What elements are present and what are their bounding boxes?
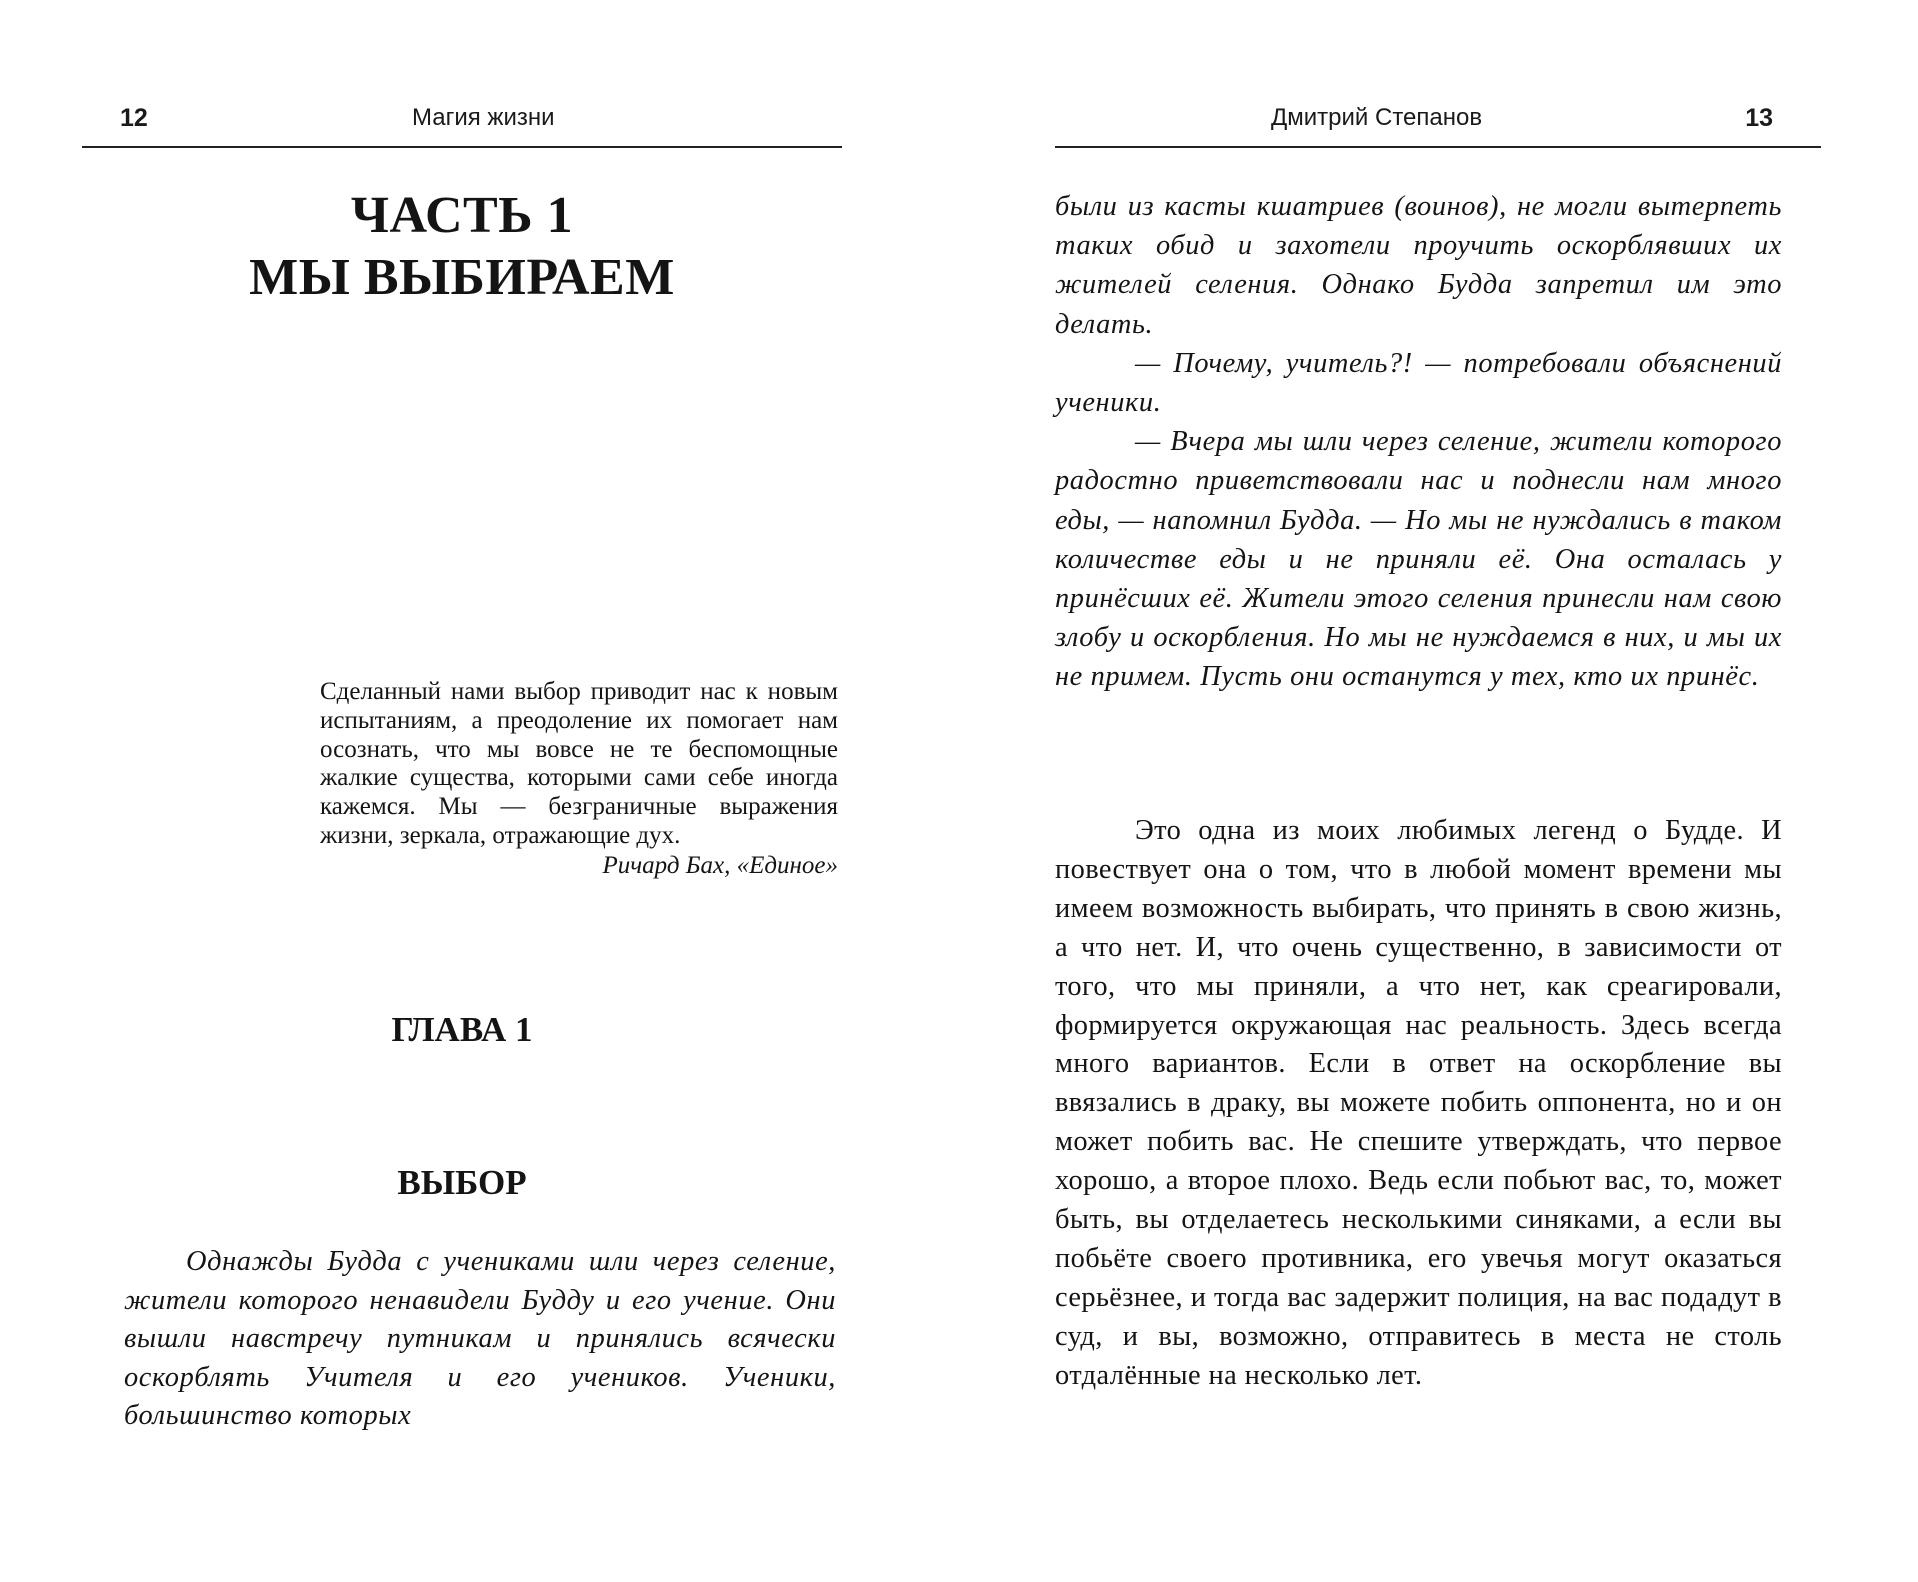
legend-dialogue-question: — Почему, учитель?! — потребовали объяснений ученики. xyxy=(1055,347,1782,419)
legend-continuation xyxy=(1055,187,1782,697)
page-number: 13 xyxy=(1745,104,1773,132)
chapter-title: ГЛАВА 1 xyxy=(391,1010,533,1049)
epigraph-text: Сделанный нами выбор приводит нас к новым испытаниям, а преодоление их помогает нам осознать, что мы вовсе не те беспомощные жалкие существа, которыми сами себе иногда кажемся. Мы — безграничные выражения жизни, зеркала, отражающие дух. xyxy=(320,678,838,849)
header-rule xyxy=(82,146,842,148)
running-title: Дмитрий Степанов xyxy=(1271,104,1483,131)
legend-paragraph: Однажды Будда с учениками шли через селение, жители которого ненавидели Будду и его учение. Они вышли навстречу путникам и принялись всячески оскорблять Учителя и его учеников. Ученики, большинство которых xyxy=(124,1246,836,1432)
part-title xyxy=(82,185,842,309)
body-text xyxy=(1055,812,1782,1396)
legend-paragraph: были из касты кшатриев (воинов), не могли вытерпеть таких обид и захотели проучить оскорблявших их жителей селения. Однако Будда запретил им это делать. xyxy=(1055,191,1782,340)
running-header xyxy=(1055,104,1821,144)
body-paragraph: Это одна из моих любимых легенд о Будде. И повествует она о том, что в любой момент времени мы имеем возможность выбирать, что принять в свою жизнь, а что нет. И, что очень существенно, в зависимости от того, что мы приняли, а что нет, как среагировали, формируется окружающая нас реальность. Здесь всегда много вариантов. Если в ответ на оскорбление вы ввязались в драку, вы можете побить оппонента, но и он может побить вас. Не спешите утверждать, что первое хорошо, а второе плохо. Ведь если побьют вас, то, может быть, вы отделаетесь несколькими синяками, а если вы побьёте своего противника, его увечья могут оказаться серьёзнее, и тогда вас задержит полиция, на вас подадут в суд, и вы, возможно, отправитесь в места не столь отдалённые на несколько лет. xyxy=(1055,815,1782,1391)
legend-text xyxy=(124,1243,836,1436)
part-title-line1: ЧАСТЬ 1 xyxy=(350,187,574,244)
right-page xyxy=(959,0,1918,1582)
epigraph-author: Ричард Бах, «Единое» xyxy=(602,851,838,879)
running-title: Магия жизни xyxy=(412,104,555,131)
running-header xyxy=(82,104,840,144)
page-number: 12 xyxy=(120,104,148,132)
header-rule xyxy=(1055,146,1821,148)
epigraph xyxy=(320,678,838,881)
part-title-line2: МЫ ВЫБИРАЕМ xyxy=(249,249,675,306)
legend-dialogue-answer: — Вчера мы шли через селение, жители которого радостно приветствовали нас и поднесли нам много еды, — напомнил Будда. — Но мы не нуждались в таком количестве еды и не приняли её. Она осталась у принёсших её. Жители этого селения принесли нам свою злобу и оскорбления. Но мы не нуждаемся в них, и мы их не примем. Пусть они останутся у тех, кто их принёс. xyxy=(1055,426,1782,693)
section-title: ВЫБОР xyxy=(397,1163,527,1202)
